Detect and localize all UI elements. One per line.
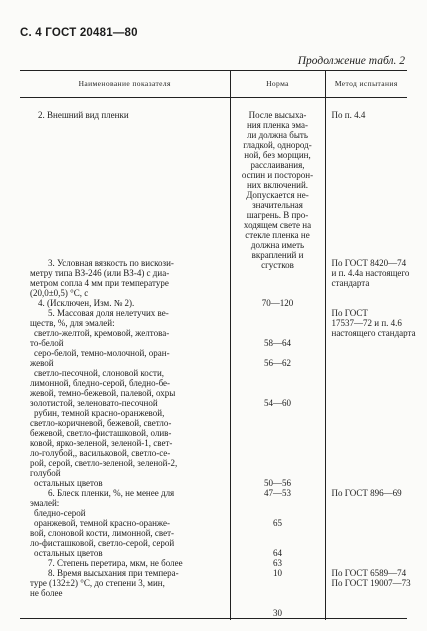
indicator-line: (20,0±0,5) °С, с <box>30 288 89 298</box>
method-text <box>326 98 416 618</box>
norm-value: оспин и посторон- <box>241 170 314 180</box>
method-line: По п. 4.4 <box>331 110 366 120</box>
column-header-method: Метод испытания <box>325 71 407 98</box>
norm-value: 30 <box>273 608 282 618</box>
indicator-line: жевой <box>30 358 54 368</box>
indicator-line: туре (132±2) °С, до степени 3, мин, <box>30 578 165 588</box>
norm-value: 58—64 <box>264 338 291 348</box>
norm-value: Допускается не- <box>246 190 309 200</box>
indicator-line: голубой <box>30 468 61 478</box>
indicator-line: ковой, ярко-зеленой, зеленой-1, свет- <box>30 438 173 448</box>
norm-column <box>230 98 325 621</box>
indicator-line: 5. Массовая доля нелетучих ве- <box>48 308 169 318</box>
indicator-line: 2. Внешний вид пленки <box>38 110 129 120</box>
table-header-row <box>20 71 407 98</box>
norm-value: 47—53 <box>264 488 291 498</box>
norm-value: ли должна быть <box>247 130 308 140</box>
indicator-line: 4. (Исключен, Изм. № 2). <box>38 298 135 308</box>
table-body-row <box>20 98 407 621</box>
norm-value: сгустков <box>261 260 294 270</box>
column-header-norm: Норма <box>230 71 325 98</box>
indicator-line: оранжевой, темной красно-оранже- <box>34 518 170 528</box>
indicator-line: то-белой <box>30 338 64 348</box>
indicator-line: остальных цветов <box>34 548 103 558</box>
indicator-line: 7. Степень перетира, мкм, не более <box>48 558 183 568</box>
norm-value: 50—56 <box>264 478 291 488</box>
method-line: настоящего стандарта <box>331 328 416 338</box>
indicator-line: 8. Время высыхания при темпера- <box>48 568 179 578</box>
norm-value: 70—120 <box>261 298 294 308</box>
indicator-line: эмалей: <box>30 498 60 508</box>
norm-value: гладкой, однород- <box>243 140 312 150</box>
indicator-line: ло-голубой,, васильковой, светло-се- <box>30 448 171 458</box>
method-line: По ГОСТ 896—69 <box>331 488 402 498</box>
indicator-line: рой, серой, светло-зеленой, зеленой-2, <box>30 458 178 468</box>
indicator-line: золотистой, зеленовато-песочной <box>30 398 158 408</box>
column-header-indicator: Наименование показателя <box>20 71 230 98</box>
indicator-line: ло-фисташковой, светло-серой, серой <box>30 538 175 548</box>
indicator-line: светло-песочной, слоновой кости, <box>34 368 165 378</box>
page-header: С. 4 ГОСТ 20481—80 <box>20 27 138 39</box>
norm-value: них включений. <box>246 180 309 190</box>
norm-value: ной, без морщин, <box>244 150 311 160</box>
method-column <box>325 98 416 621</box>
indicator-column <box>20 98 230 621</box>
indicator-line: лимонной, бледно-серой, бледно-бе- <box>30 378 171 388</box>
norm-value: должна иметь <box>250 240 305 250</box>
method-line: По ГОСТ 19007—73 <box>331 578 411 588</box>
norm-text <box>231 98 325 618</box>
norm-value: 64 <box>273 548 282 558</box>
indicator-line: светло-коричневой, бежевой, светло- <box>30 418 172 428</box>
indicator-line: серо-белой, темно-молочной, оран- <box>34 348 170 358</box>
norm-value: стекле пленка не <box>245 230 310 240</box>
norm-value: ния пленка эма- <box>246 120 309 130</box>
indicator-line: метру типа ВЗ-246 (или ВЗ-4) с диа- <box>30 268 170 278</box>
norm-value: шагрень. В про- <box>246 210 309 220</box>
norm-value: 56—62 <box>264 358 291 368</box>
method-line: 17537—72 и п. 4.6 <box>331 318 402 328</box>
norm-value: 10 <box>273 568 282 578</box>
indicator-line: 6. Блеск пленки, %, не менее для <box>48 488 175 498</box>
norm-value: После высыха- <box>248 110 307 120</box>
table-bottom-rule <box>20 618 407 619</box>
indicator-line: метром сопла 4 мм при температуре <box>30 278 169 288</box>
method-line: стандарта <box>331 278 370 288</box>
indicator-line: рубин, темной красно-оранжевой, <box>34 408 165 418</box>
norm-value: вкраплений и <box>251 250 304 260</box>
norm-value: 54—60 <box>264 398 291 408</box>
indicator-line: бледно-серой <box>34 508 86 518</box>
indicator-line: 3. Условная вязкость по вискози- <box>48 258 174 268</box>
indicator-line: ществ, %, для эмалей: <box>30 318 115 328</box>
indicator-line: вой, слоновой кости, лимонной, свет- <box>30 528 175 538</box>
norm-value: ходящем свете на <box>243 220 312 230</box>
norm-value: 65 <box>273 518 282 528</box>
method-line: По ГОСТ 8420—74 <box>331 258 407 268</box>
indicator-line: бежевой, светло-фисташковой, олив- <box>30 428 172 438</box>
norm-value: 63 <box>273 558 282 568</box>
norm-value: расслаивания, <box>250 160 305 170</box>
table-continuation-label: Продолжение табл. 2 <box>297 55 405 67</box>
indicator-line: жевой, темно-бежевой, палевой, охры <box>30 388 176 398</box>
indicator-line: светло-желтой, кремовой, желтова- <box>34 328 170 338</box>
method-line: и п. 4.4а настоящего <box>331 268 410 278</box>
method-line: По ГОСТ <box>331 308 368 318</box>
indicator-line: остальных цветов <box>34 478 103 488</box>
spec-table <box>20 70 416 620</box>
norm-value: значительная <box>252 200 303 210</box>
indicator-text <box>20 98 230 620</box>
indicator-line: не более <box>30 588 63 598</box>
method-line: По ГОСТ 6589—74 <box>331 568 407 578</box>
